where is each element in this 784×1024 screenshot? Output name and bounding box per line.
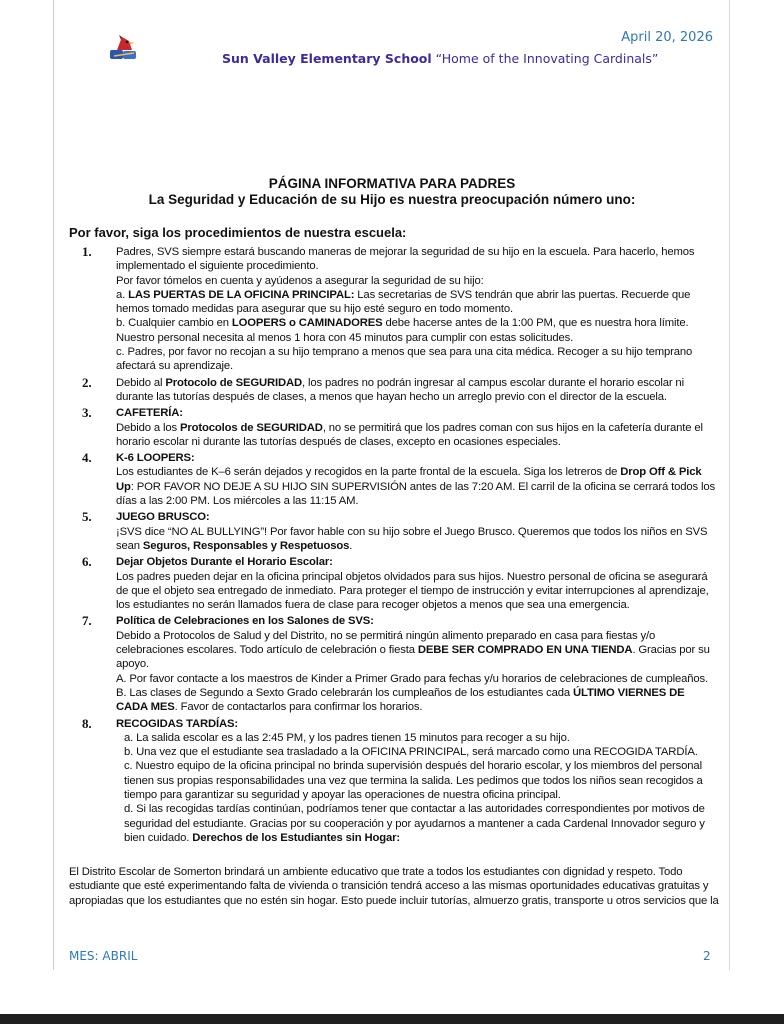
text: A. Por favor contacte a los maestros de Kinder a Primer Grado para fechas y/u horarios de celebraciones de cumpleaños. xyxy=(116,672,709,685)
sub-item-text xyxy=(124,759,717,802)
bold-text: LAS PUERTAS DE LA OFICINA PRINCIPAL: xyxy=(128,288,355,301)
school-name: Sun Valley Elementary School xyxy=(222,51,432,66)
item-text xyxy=(116,421,717,450)
list-item xyxy=(69,510,717,553)
page-border-right xyxy=(729,0,730,970)
item-text xyxy=(116,345,717,374)
sub-item-text xyxy=(124,745,717,759)
list-item xyxy=(69,406,717,449)
text: Las secretarias de SVS tendrán que abrir las puertas. Recuerde que hemos tomado medidas para asegurar que su hijo esté seguro en todo momento. xyxy=(116,288,691,316)
item-text xyxy=(116,245,717,274)
text: . Favor de contactarlos para confirmar los horarios. xyxy=(174,701,423,714)
item-text xyxy=(116,316,717,345)
footer-page-number: 2 xyxy=(703,949,711,963)
text: , no se permitirá que los padres coman con sus hijos en la cafetería durante el horario escolar ni durante las tutorías después de clases, excepto en ocasiones especiales. xyxy=(116,421,703,448)
text: d. Si las recogidas tardías continúan, podríamos tener que contactar a las autoridades correspondientes por motivos de seguridad del estudiante. Gracias por su cooperación y por ayudarnos a mantener a cada Cardenal Innovador seguro y bien cuidado. xyxy=(124,803,705,844)
sub-item-text xyxy=(124,802,717,845)
text: Los padres pueden dejar en la oficina principal objetos olvidados para sus hijos. Nuestro personal de oficina se asegurará de que el objeto sea entregado de inmediato. Para proteger el tiempo de instrucción y evitar interrupciones al aprendizaje, los estudiantes no serán llamados fuera de clase para recoger objetos a menos que sea una emergencia. xyxy=(116,570,709,612)
bold-text: ÚLTIMO VIERNES DE CADA MES xyxy=(116,686,685,714)
text: ¡SVS dice “NO AL BULLYING”! Por favor hable con su hijo sobre el Juego Brusco. Queremos que todos los niños en SVS sean xyxy=(116,525,708,552)
bold-text: Protocolo de SEGURIDAD xyxy=(165,376,303,389)
late-pickup-subitems xyxy=(116,731,717,845)
homeless-rights-paragraph: El Distrito Escolar de Somerton brindará un ambiente educativo que trate a todos los estudiantes con dignidad y respeto. Todo estudiante que esté experimentando falta de vivienda o transición tendrá acceso a las mismas oportunidades educativas gratuitas y apropiadas que los estudiantes que no estén sin hogar. Esto puede incluir tutorías, almuerzo gratis, transporte u otros servicios que la xyxy=(69,866,719,907)
item-heading: K-6 LOOPERS: xyxy=(116,452,195,465)
procedures-list xyxy=(69,245,717,847)
item-text xyxy=(116,465,717,508)
list-item xyxy=(69,555,717,612)
text: Los estudiantes de K–6 serán dejados y recogidos en la parte frontal de la escuela. Siga los letreros de xyxy=(116,466,621,479)
list-number: 7. xyxy=(82,613,92,629)
list-item xyxy=(69,376,717,405)
bold-text: DEBE SER COMPRADO EN UNA TIENDA xyxy=(417,644,633,657)
school-motto: “Home of the Innovating Cardinals” xyxy=(435,51,659,66)
text: B. Las clases de Segundo a Sexto Grado celebrarán los cumpleaños de los estudiantes cada xyxy=(116,686,574,699)
text: a. xyxy=(116,288,129,301)
list-number: 1. xyxy=(82,244,92,259)
item-text xyxy=(116,686,717,715)
procedures-lead: Por favor, siga los procedimientos de nuestra escuela: xyxy=(69,225,407,240)
list-number: 3. xyxy=(82,405,92,421)
header-date: April 20, 2026 xyxy=(621,30,713,45)
list-number: 4. xyxy=(82,450,92,466)
item-heading: JUEGO BRUSCO: xyxy=(116,511,210,524)
bottom-edge-bar xyxy=(0,1014,784,1024)
text: debe hacerse antes de la 1:00 PM, que es nuestra hora límite. Nuestro personal necesita al menos 1 hora con 45 minutos para cumplir con estas solicitudes. xyxy=(116,317,689,344)
title-line-2: La Seguridad y Educación de su Hijo es nuestra preocupación número uno: xyxy=(148,192,636,207)
text: . xyxy=(349,539,353,552)
item-text xyxy=(116,672,717,686)
text: : POR FAVOR NO DEJE A SU HIJO SIN SUPERVISIÓN antes de las 7:20 AM. El carril de la oficina se cerrará todos los días a las 2:00 PM. Los miércoles a las 11:15 AM. xyxy=(116,480,716,508)
text: b. Cualquier cambio en xyxy=(116,317,232,330)
bold-text: Protocolos de SEGURIDAD xyxy=(180,421,323,434)
text: a. La salida escolar es a las 2:45 PM, y los padres tienen 15 minutos para recoger a su hijo. xyxy=(124,731,570,744)
item-text xyxy=(116,288,717,317)
list-item xyxy=(69,717,717,846)
text: Debido a los xyxy=(116,421,180,434)
list-item xyxy=(69,451,717,508)
page-title xyxy=(0,176,784,208)
item-heading: Dejar Objetos Durante el Horario Escolar: xyxy=(116,556,333,569)
sub-item-text xyxy=(124,731,717,745)
text: c. Padres, por favor no recojan a su hijo temprano a menos que sea para una cita médica. Recoger a su hijo temprano afectará su aprendizaje. xyxy=(116,346,693,373)
school-heading xyxy=(222,51,658,66)
text: c. Nuestro equipo de la oficina principal no brinda supervisión después del horario escolar, y los miembros del personal tienen sus propias responsabilidades una vez que termina la salida. Les pedimos que todos los niños sean recogidos a tiempo para garantizar su seguridad y apoyar las operaciones de nuestra oficina principal. xyxy=(124,760,703,801)
item-text xyxy=(116,570,717,613)
item-heading: CAFETERÍA: xyxy=(116,407,183,420)
bold-text: Drop Off & Pick Up xyxy=(116,466,702,493)
title-line-1: PÁGINA INFORMATIVA PARA PADRES xyxy=(268,176,516,191)
list-item xyxy=(69,614,717,714)
list-number: 8. xyxy=(82,715,92,731)
item-text xyxy=(116,525,717,554)
bold-text: LOOPERS o CAMINADORES xyxy=(231,317,383,330)
bold-text: Seguros, Responsables y Respetuosos xyxy=(142,539,350,552)
item-text xyxy=(116,274,717,288)
cardinal-logo-icon xyxy=(108,33,138,63)
page-border-left xyxy=(53,0,54,970)
footer-month: MES: ABRIL xyxy=(69,949,138,963)
text: Por favor tómelos en cuenta y ayúdenos a asegurar la seguridad de su hijo: xyxy=(116,274,484,287)
text: , los padres no podrán ingresar al campus escolar durante el horario escolar ni durante las tutorías después de clases, a menos que hayan hecho un arreglo previo con el director de la escuela. xyxy=(116,376,684,403)
list-number: 5. xyxy=(82,509,92,525)
item-heading: Política de Celebraciones en los Salones de SVS: xyxy=(116,615,374,628)
bold-text: Derechos de los Estudiantes sin Hogar: xyxy=(192,831,400,844)
text: Padres, SVS siempre estará buscando maneras de mejorar la seguridad de su hijo en la escuela. Para hacerlo, hemos implementado el siguiente procedimiento. xyxy=(116,246,695,273)
text: Debido al xyxy=(116,376,166,389)
text: b. Una vez que el estudiante sea trasladado a la OFICINA PRINCIPAL, será marcado como una RECOGIDA TARDÍA. xyxy=(124,746,698,759)
text: Debido a Protocolos de Salud y del Distrito, no se permitirá ningún alimento preparado en casa para fiestas y/o celebraciones escolares. Todo artículo de celebración o fiesta xyxy=(116,629,656,657)
item-heading: RECOGIDAS TARDÍAS: xyxy=(116,717,238,730)
list-number: 2. xyxy=(82,374,92,390)
list-item xyxy=(69,245,717,374)
item-text xyxy=(116,629,717,672)
text: . Gracias por su apoyo. xyxy=(116,644,710,671)
list-number: 6. xyxy=(82,554,92,570)
item-text xyxy=(116,376,717,405)
